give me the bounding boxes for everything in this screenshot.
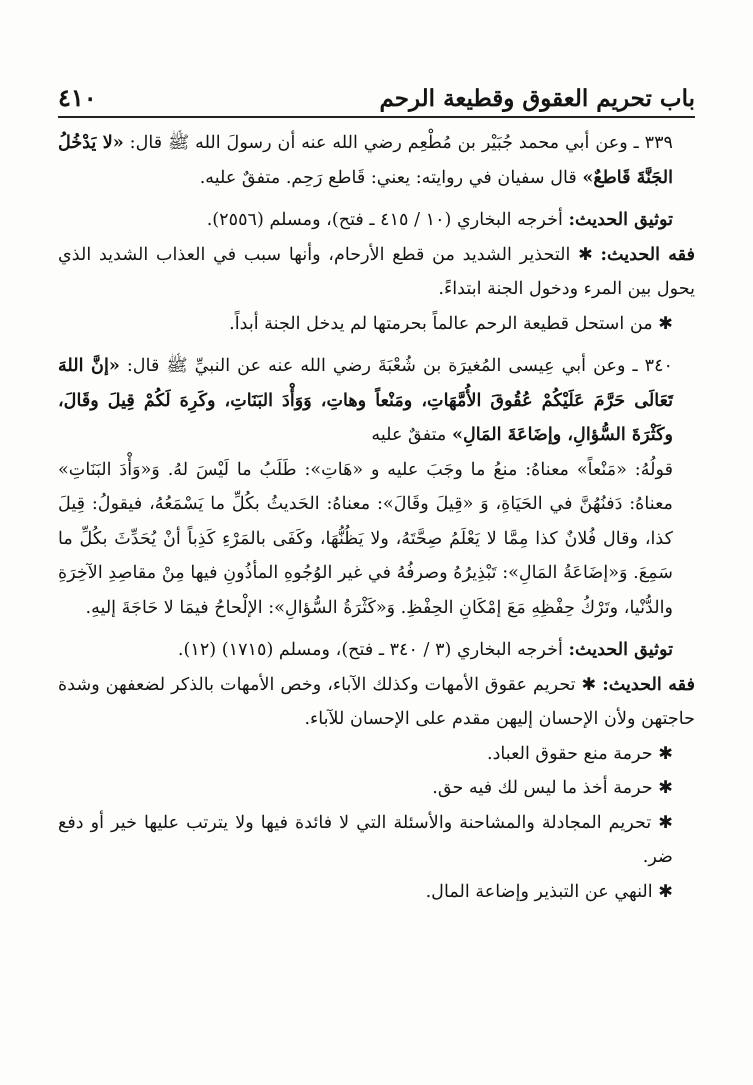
- hadith-340-explanation: قولُهُ: «مَنْعاً» معناهُ: منعُ ما وجَبَ عليه و «هَاتِ»: طَلَبُ ما لَيْسَ لهُ. وَ«وَأْدَ البَنَاتِ» معناهُ: دَفنُهُنَّ في الحَيَاةِ، وَ «قِيلَ وقَالَ»: معناهُ: الحَديثُ بكُلِّ ما يَسْمَعُهُ، فيقولُ: قِيلَ كذا، وقال فُلانٌ كذا مِمَّا لا يَعْلَمُ صِحَّتَهُ، ولا يَظُنُّهَا، وكَفَى بالمَرْءِ كَذِباً أنْ يُحَدِّثَ بكُلِّ ما سَمِعَ. وَ«إضَاعَةُ المَالِ»: تَبْذِيرُهُ وصرفُهُ في غير الوُجُوهِ المأذُونِ فيها مِنْ مقاصِدِ الآخِرَةِ والدُّنْيا، وتَرْكُ حِفْظِهِ مَعَ إمْكَانِ الحِفْظِ. وَ«كَثْرَةُ السُّؤالِ»: الإلْحاحُ فيمَا لا حَاجَةَ إليهِ.: [58, 459, 673, 618]
- hadith-340-agreed: متفقٌ عليه: [371, 425, 452, 445]
- tawthiq-text: أخرجه البخاري (١٠ / ٤١٥ ـ فتح)، ومسلم (٢٥٥٦).: [206, 210, 569, 230]
- hadith-340-tawthiq: [58, 633, 695, 668]
- hadith-339-fiqh: [58, 238, 695, 307]
- hadith-339-intro: ٣٣٩ ـ وعن أبي محمد جُبَيْر بن مُطْعِم رضي الله عنه أن رسولَ الله ﷺ قال:: [129, 133, 673, 153]
- fiqh-text: ✱ التحذير الشديد من قطع الأرحام، وأنها سبب في العذاب الشديد الذي يحول بين المرء ودخول الجنة ابتداءً.: [58, 244, 695, 299]
- bullet-item: ✱ تحريم المجادلة والمشاحنة والأسئلة التي لا فائدة فيها ولا يترتب عليها خير أو دفع ضر.: [58, 812, 673, 867]
- fiqh-label: فقه الحديث:: [602, 673, 695, 695]
- bullet-item: ✱ حرمة أخذ ما ليس لك فيه حق.: [432, 778, 673, 798]
- fiqh-label: فقه الحديث:: [600, 243, 695, 265]
- hadith-339-tail: قال سفيان في روايته: يعني: قَاطع رَحِم. متفقٌ عليه.: [199, 167, 583, 188]
- tawthiq-label: توثيق الحديث:: [568, 639, 673, 660]
- hadith-340: [58, 349, 695, 453]
- hadith-339: [58, 126, 695, 195]
- hadith-340-fiqh: [58, 668, 695, 737]
- hadith-339-quote: «لا يَدْخُلُ الجَنَّةَ قَاطعٌ»: [58, 132, 673, 188]
- tawthiq-label: توثيق الحديث:: [568, 209, 673, 230]
- fiqh-text: ✱ تحريم عقوق الأمهات وكذلك الآباء، وخص الأمهات بالذكر لضعفهن وشدة حاجتهن ولأن الإحسان إليهن مقدم على الإحسان للآباء.: [58, 674, 695, 729]
- hadith-339-bullet: ✱ من استحل قطيعة الرحم عالماً بحرمتها لم يدخل الجنة أبداً.: [229, 313, 673, 334]
- hadith-339-tawthiq: [58, 203, 695, 238]
- bullet-item: ✱ حرمة منع حقوق العباد.: [487, 743, 673, 764]
- page-body: [58, 126, 695, 1045]
- hadith-340-quote: «إنَّ اللهَ تَعَالَى حَرَّمَ عَلَيْكُمْ عُقُوقَ الأُمَّهَاتِ، ومَنْعاً وهاتِ، وَوَأْدَ البَنَاتِ، وكَرِهَ لَكُمْ قِيلَ وقَالَ، وكَثْرَةَ السُّؤالِ، وإضَاعَةَ المَالِ»: [58, 355, 673, 445]
- page-header: [58, 76, 695, 118]
- tawthiq-text: أخرجه البخاري (٣ / ٣٤٠ ـ فتح)، ومسلم (١٧١٥) (١٢).: [177, 640, 569, 660]
- page-number: ٤١٠: [58, 83, 97, 112]
- chapter-title: باب تحريم العقوق وقطيعة الرحم: [379, 85, 695, 112]
- bullet-item: ✱ النهي عن التبذير وإضاعة المال.: [425, 881, 673, 902]
- hadith-340-intro: ٣٤٠ ـ وعن أبي عِيسى المُغيرَة بن شُعْبَةَ رضي الله عنه عن النبيِّ ﷺ قال:: [126, 356, 673, 376]
